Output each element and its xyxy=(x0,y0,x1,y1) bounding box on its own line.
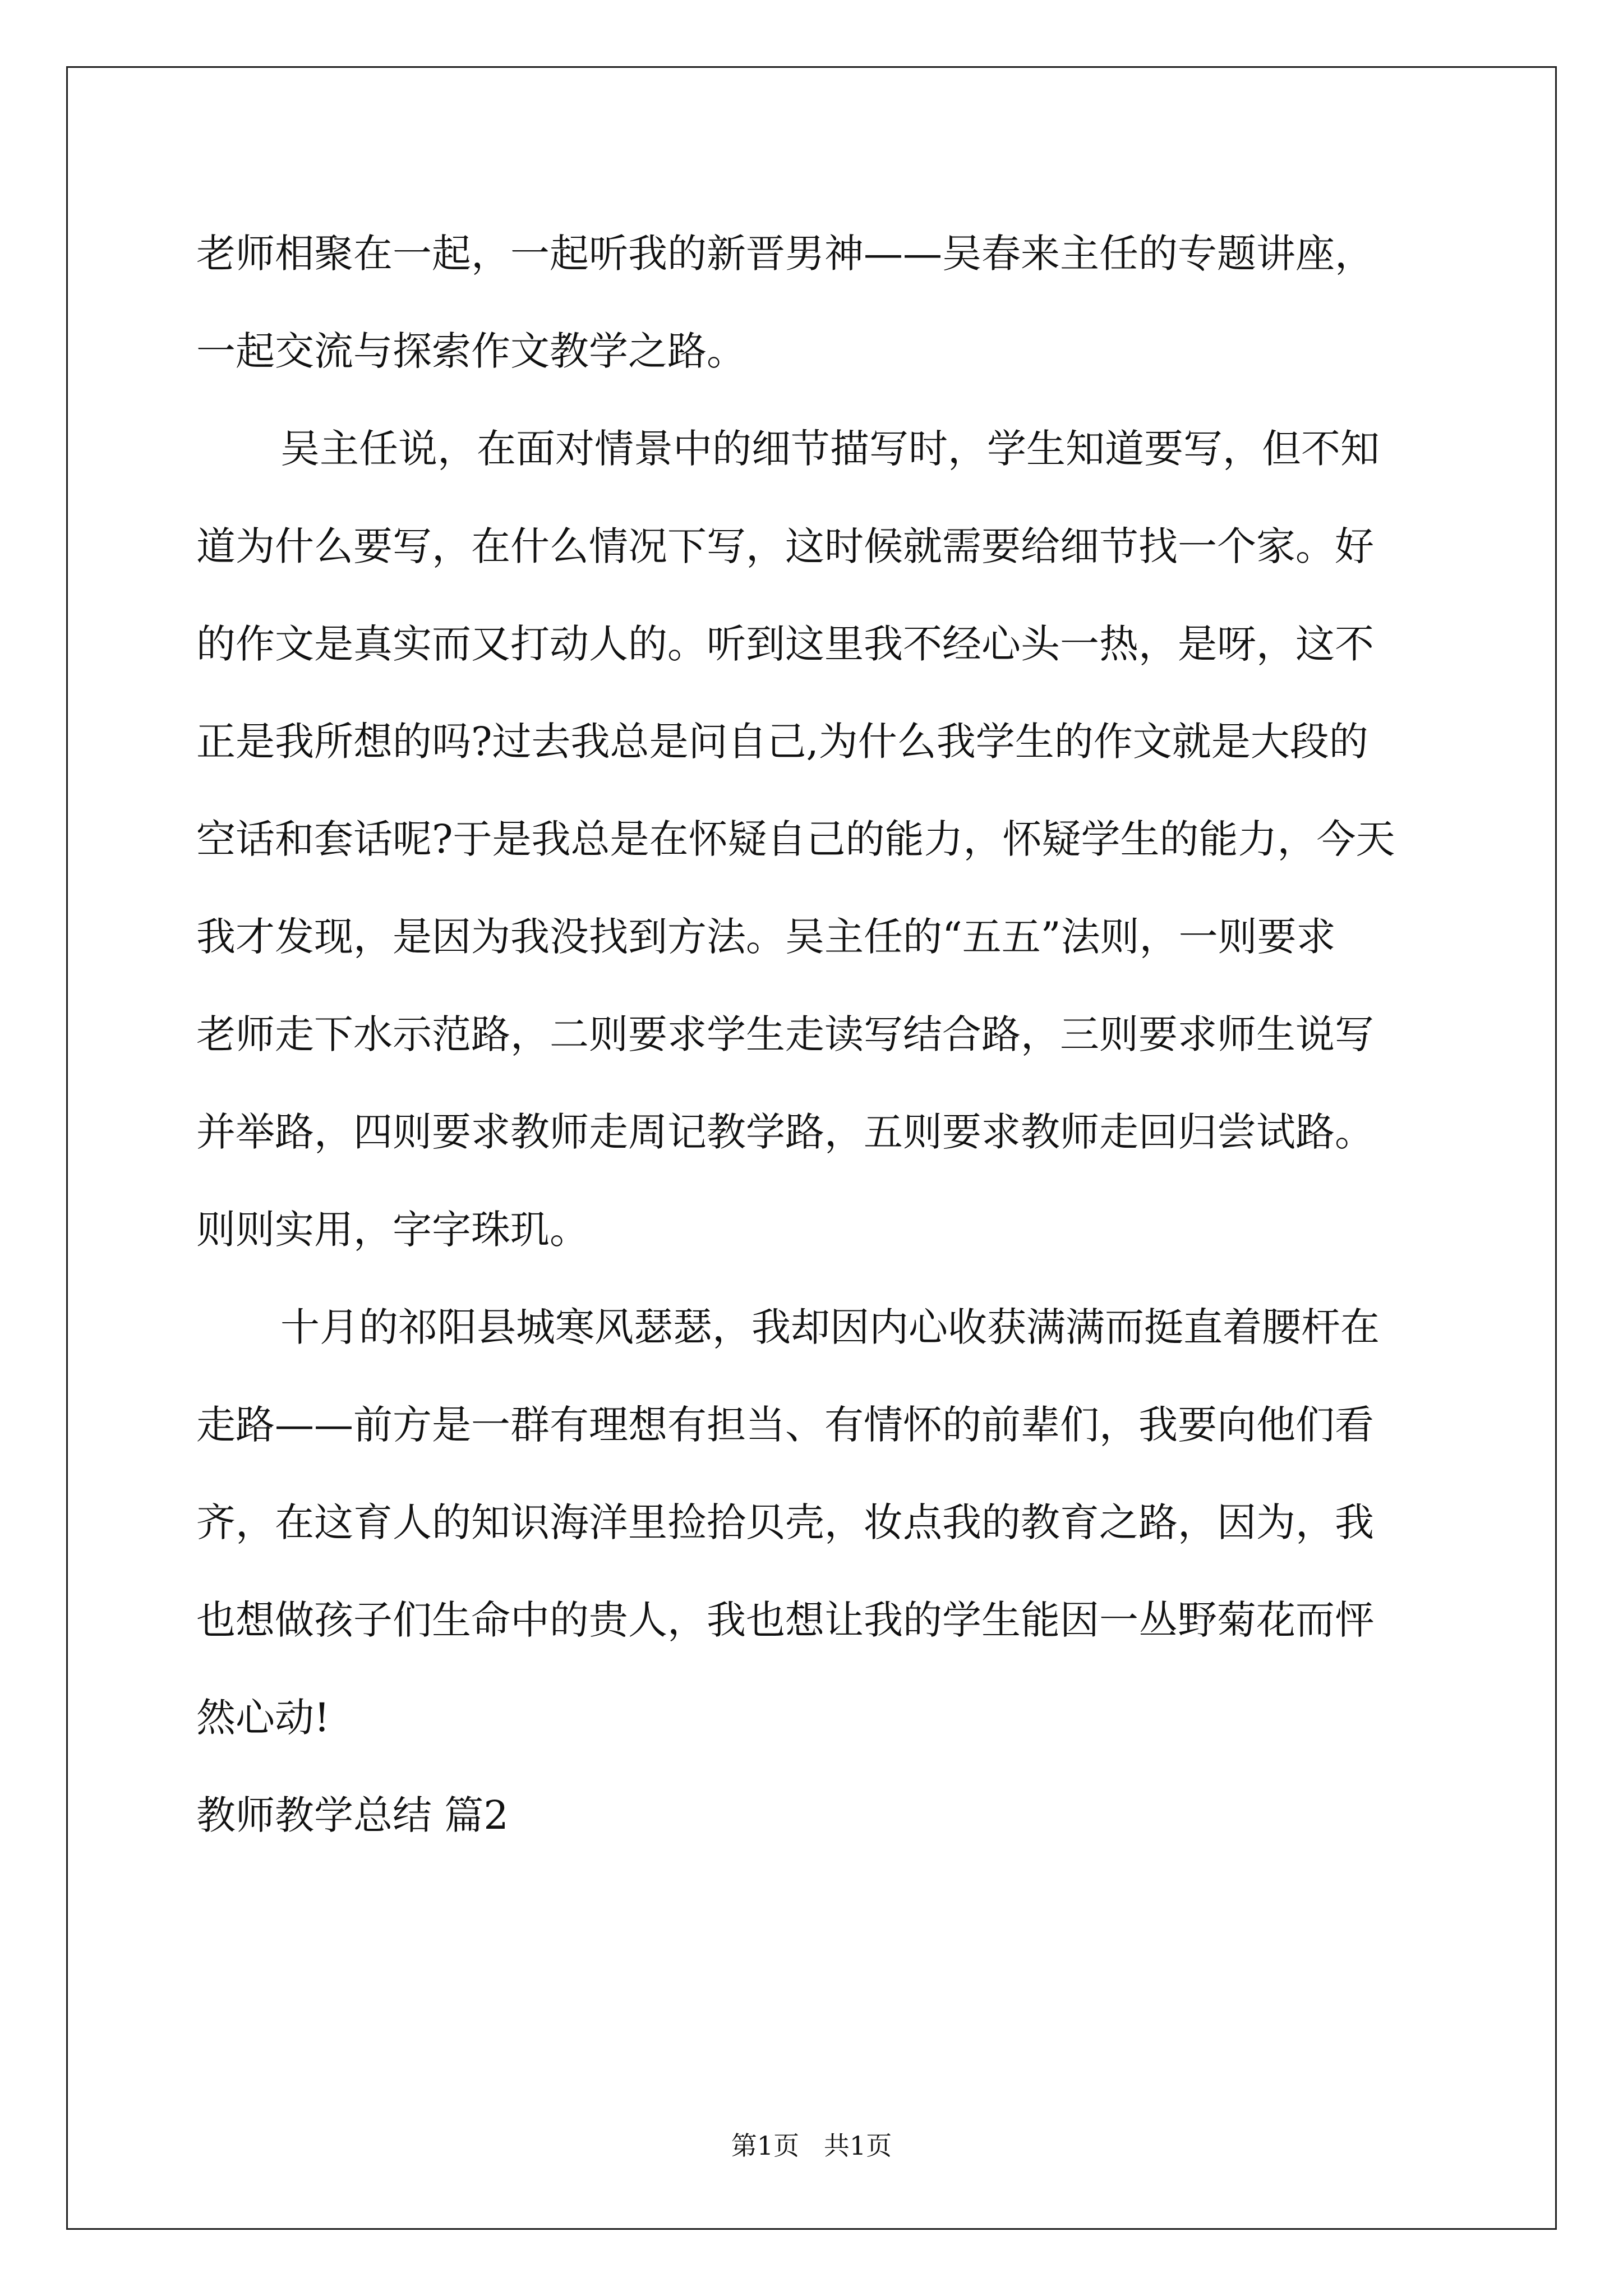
text-line: 一起交流与探索作文教学之路。 xyxy=(196,328,746,374)
section-heading: 教师教学总结 篇2 xyxy=(196,1792,509,1838)
text-line: 然心动! xyxy=(196,1695,330,1741)
text-line: 我才发现，是因为我没找到方法。吴主任的“五五”法则，一则要求 xyxy=(196,914,1336,960)
text-line: 走路——前方是一群有理想有担当、有情怀的前辈们，我要向他们看 xyxy=(196,1402,1374,1448)
text-line: 十月的祁阳县城寒风瑟瑟，我却因内心收获满满而挺直着腰杆在 xyxy=(280,1304,1380,1350)
text-line: 齐，在这育人的知识海洋里捡拾贝壳，妆点我的教育之路，因为，我 xyxy=(196,1499,1374,1545)
document-body xyxy=(196,205,1430,1864)
text-line: 则则实用，字字珠玑。 xyxy=(196,1207,589,1253)
text-line: 老师相聚在一起，一起听我的新晋男神——吴春来主任的专题讲座， xyxy=(196,231,1374,277)
paragraph xyxy=(196,1278,1430,1766)
paragraph xyxy=(196,400,1430,1278)
text-line: 老师走下水示范路，二则要求学生走读写结合路，三则要求师生说写 xyxy=(196,1011,1374,1057)
text-line: 的作文是真实而又打动人的。听到这里我不经心头一热，是呀，这不 xyxy=(196,621,1374,667)
text-line: 空话和套话呢?于是我总是在怀疑自己的能力，怀疑学生的能力，今天 xyxy=(196,816,1395,862)
page-footer: 第1页 共1页 xyxy=(731,2131,892,2161)
paragraph xyxy=(196,205,1430,400)
text-line: 并举路，四则要求教师走周记教学路，五则要求教师走回归尝试路。 xyxy=(196,1109,1374,1155)
text-line: 正是我所想的吗?过去我总是问自己,为什么我学生的作文就是大段的 xyxy=(196,719,1368,765)
text-line: 也想做孩子们生命中的贵人，我也想让我的学生能因一丛野菊花而怦 xyxy=(196,1597,1374,1643)
text-line: 道为什么要写，在什么情况下写，这时候就需要给细节找一个家。好 xyxy=(196,523,1374,569)
text-line: 吴主任说，在面对情景中的细节描写时，学生知道要写，但不知 xyxy=(280,426,1380,472)
